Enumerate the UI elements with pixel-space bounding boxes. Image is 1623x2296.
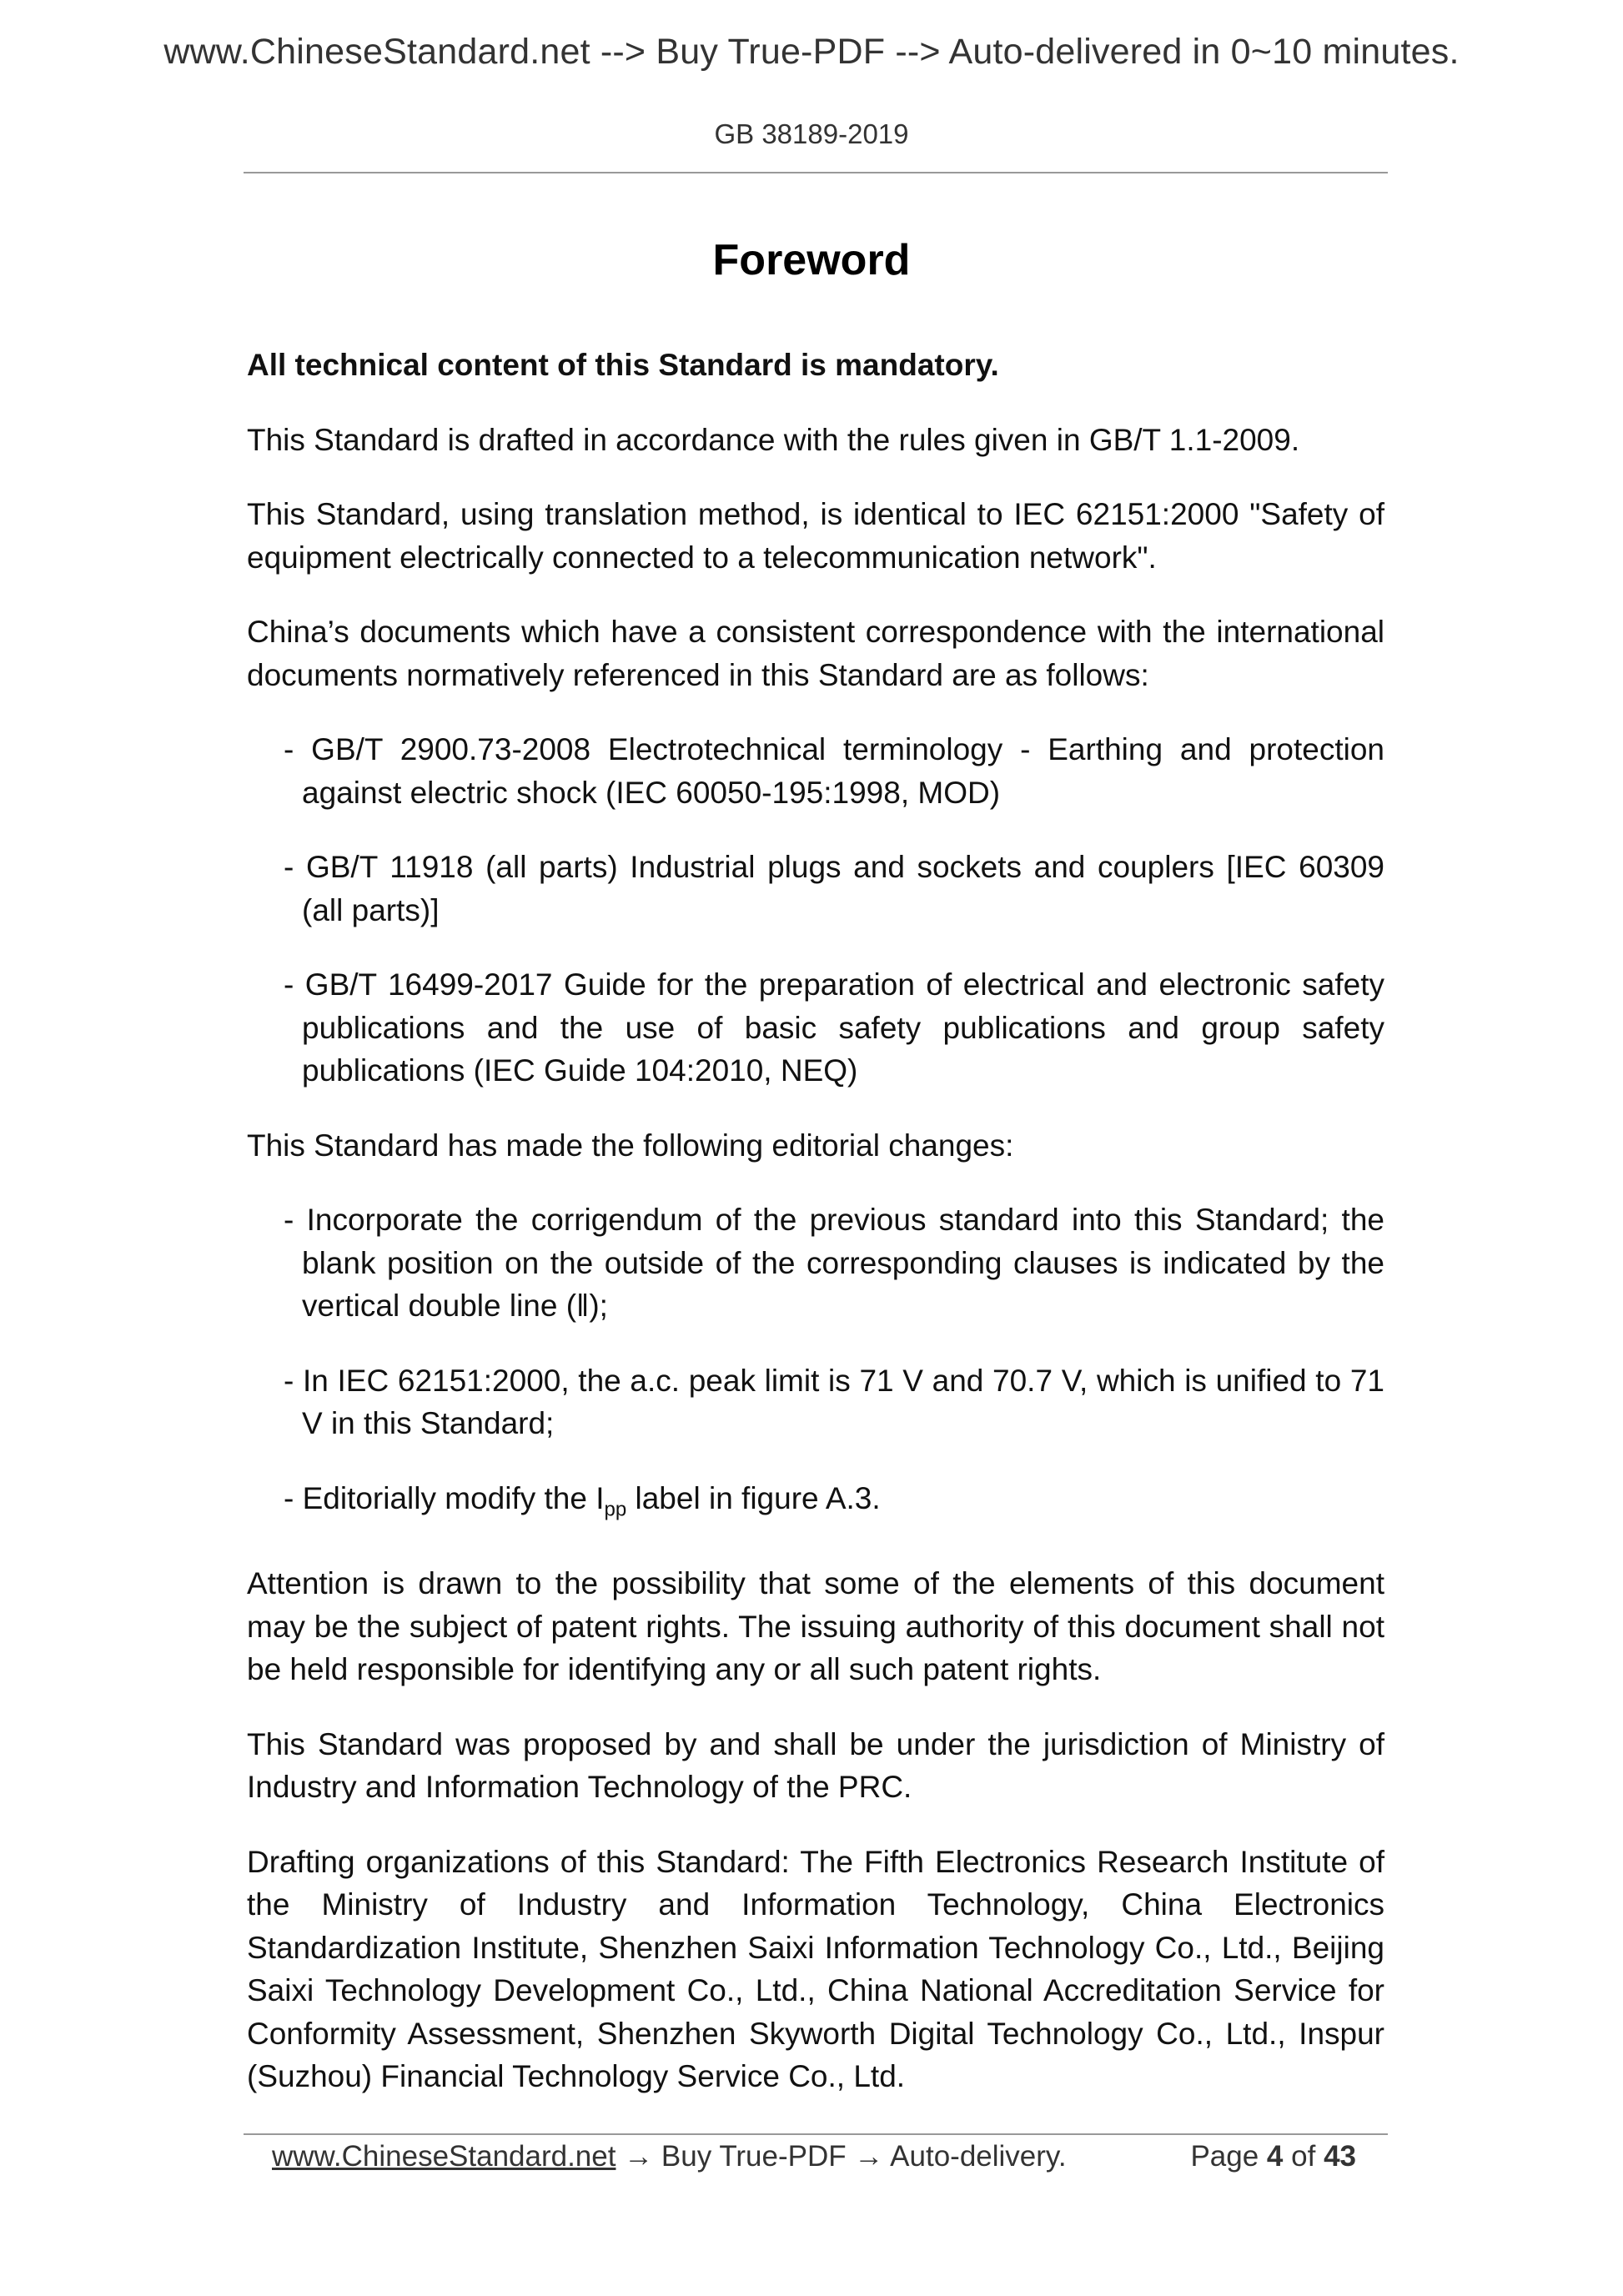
page-indicator	[1190, 2140, 1356, 2173]
editorial-change-item: - Incorporate the corrigendum of the previous standard into this Standard; the blank position on the outside of the corresponding clauses is indicated by the vertical double line (‖);	[284, 1203, 1384, 1323]
reference-item: - GB/T 2900.73-2008 Electrotechnical terminology - Earthing and protection against electric shock (IEC 60050-195:1998, MOD)	[284, 732, 1384, 810]
translation-method-paragraph: This Standard, using translation method, is identical to IEC 62151:2000 "Safety of equipment electrically connected to a telecommunication network".	[247, 497, 1384, 575]
mandatory-statement: All technical content of this Standard is mandatory.	[247, 348, 999, 382]
footer-tagline: → Buy True-PDF → Auto-delivery.	[616, 2140, 1067, 2173]
reference-item: - GB/T 11918 (all parts) Industrial plugs and sockets and couplers [IEC 60309 (all parts)]	[284, 850, 1384, 927]
correspondence-intro-paragraph: China’s documents which have a consistent correspondence with the international documents normatively referenced in this Standard are as follows:	[247, 615, 1384, 692]
page-label: Page	[1190, 2140, 1259, 2173]
change-text-start: - Editorially modify the I	[284, 1480, 605, 1515]
footer-divider	[244, 2133, 1388, 2135]
current-page-number: 4	[1266, 2140, 1284, 2173]
ipp-subscript: pp	[604, 1497, 627, 1520]
editorial-change-item: - In IEC 62151:2000, the a.c. peak limit is 71 V and 70.7 V, which is unified to 71 V in this Standard;	[284, 1363, 1384, 1440]
jurisdiction-paragraph: This Standard was proposed by and shall be under the jurisdiction of Ministry of Industry and Information Technology of the PRC.	[247, 1726, 1384, 1805]
footer-site-link[interactable]: www.ChineseStandard.net	[272, 2140, 616, 2173]
site-banner: www.ChineseStandard.net --> Buy True-PDF --> Auto-delivered in 0~10 minutes.	[163, 32, 1460, 72]
drafting-organizations-paragraph: Drafting organizations of this Standard: The Fifth Electronics Research Institute of the Ministry of Industry and Information Technology, China Electronics Standardization Institute, Shenzhen Saixi Information Technology Co., Ltd., Beijing Saixi Technology Development Co., Ltd., China National Accreditation Service for Conformity Assessment, Shenzhen Skyworth Digital Technology Co., Ltd., Inspur (Suzhou) Financial Technology Service Co., Ltd.	[247, 1844, 1384, 2094]
page-title: Foreword	[712, 236, 911, 284]
page-footer	[272, 2140, 1356, 2180]
document-number: GB 38189-2019	[714, 118, 909, 149]
of-label: of	[1291, 2140, 1316, 2173]
header-divider	[244, 172, 1388, 173]
editorial-change-item	[284, 1477, 1384, 1531]
reference-item: - GB/T 16499-2017 Guide for the preparation of electrical and electronic safety publications and the use of basic safety publications and group safety publications (IEC Guide 104:2010, NEQ)	[284, 967, 1384, 1088]
document-body	[247, 344, 1384, 2130]
editorial-changes-intro: This Standard has made the following editorial changes:	[247, 1128, 1014, 1163]
patent-notice-paragraph: Attention is drawn to the possibility that some of the elements of this document may be the subject of patent rights. The issuing authority of this document shall not be held responsible for identifying any or all such patent rights.	[247, 1566, 1384, 1687]
total-pages-number: 43	[1324, 2140, 1356, 2173]
footer-left	[272, 2140, 1067, 2173]
change-text-end: label in figure A.3.	[626, 1480, 881, 1515]
drafting-rules-paragraph: This Standard is drafted in accordance with the rules given in GB/T 1.1-2009.	[247, 422, 1300, 457]
